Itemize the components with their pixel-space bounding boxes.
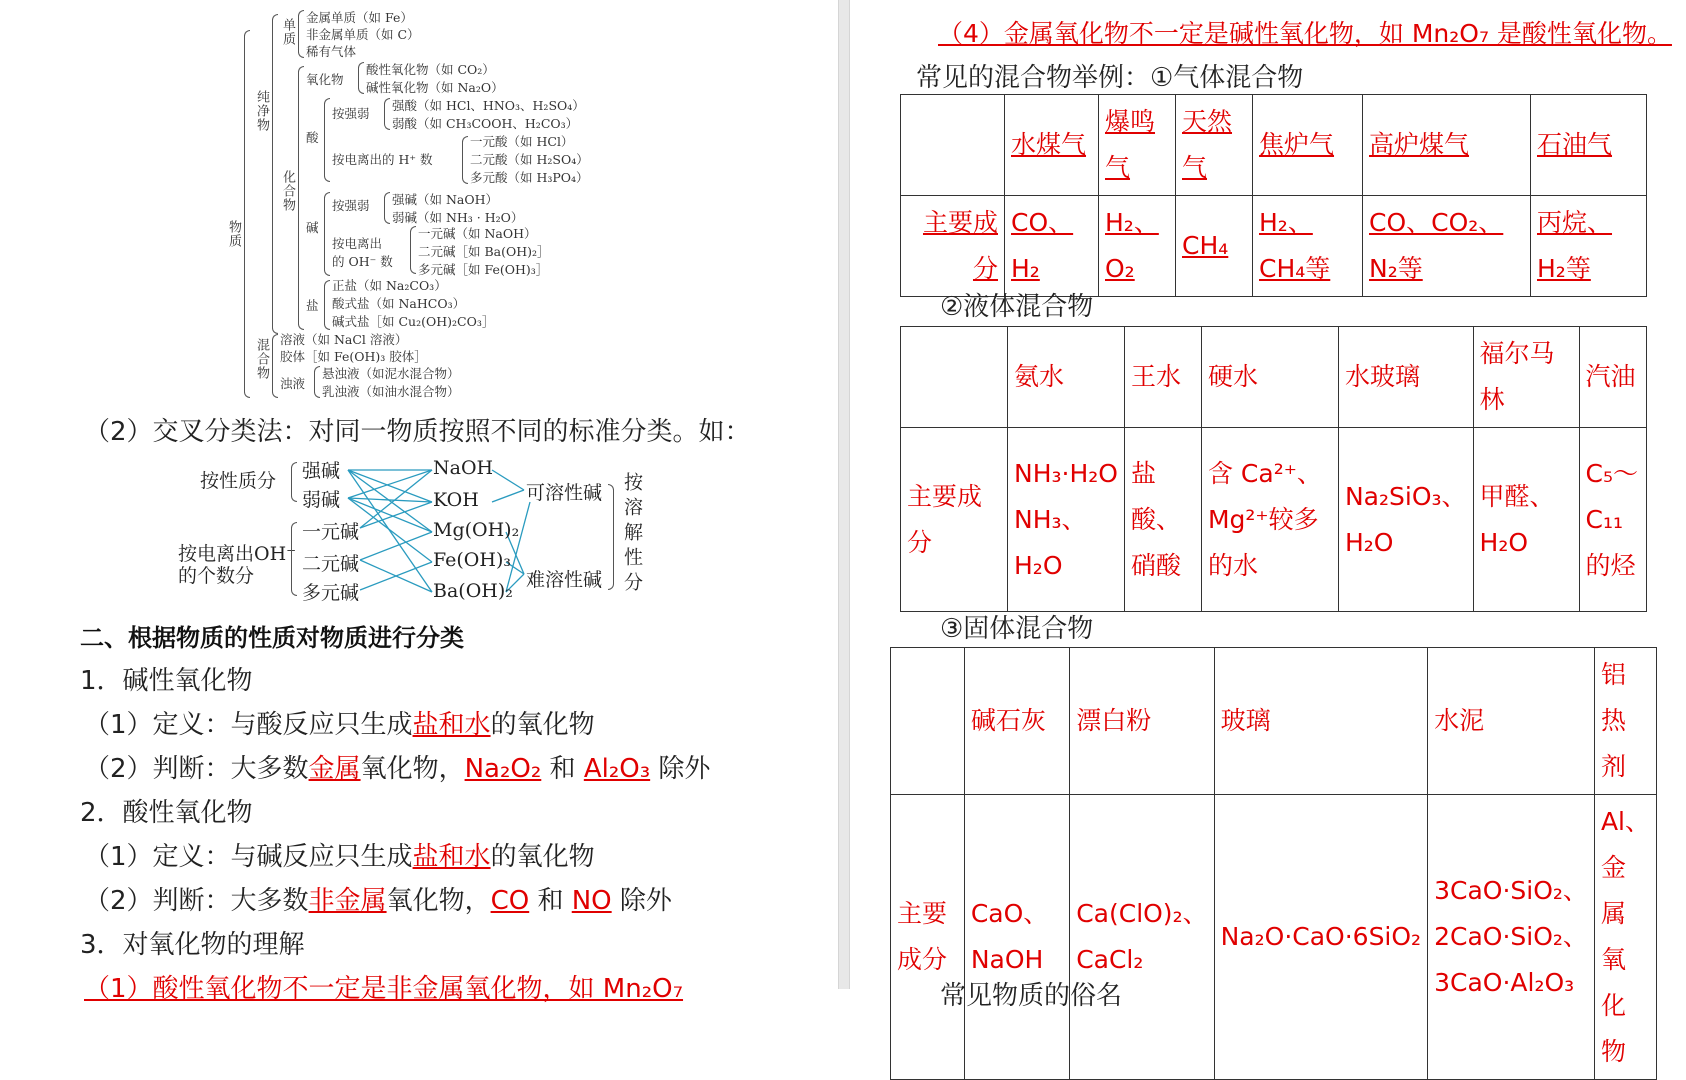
cross-lines: [0, 452, 838, 602]
compound-mgoh2: Mg(OH)₂: [433, 519, 520, 541]
tree-oxide-item: 碱性氧化物（如 Na₂O）: [366, 80, 504, 95]
table-header-cell: 天然气: [1176, 95, 1253, 196]
table-cell: H₂、CH₄等: [1253, 196, 1363, 297]
table-cell: 丙烷、H₂等: [1531, 196, 1647, 297]
liquid-mixture-table: [900, 326, 1647, 612]
tree-simple-item: 稀有气体: [306, 44, 357, 59]
tree-brace: [410, 226, 416, 274]
by-oh-label: 的个数分: [178, 565, 255, 587]
table-header-cell: 王水: [1124, 327, 1201, 428]
basic-oxide-definition: （1）定义：与酸反应只生成盐和水的氧化物: [84, 710, 595, 740]
by-solubility-label: 按溶解性分: [621, 472, 643, 597]
row-label-cell: 主要成分: [901, 196, 1005, 297]
liquid-mixture-heading: ②液体混合物: [940, 292, 1094, 322]
row-label-cell: 主要成分: [891, 795, 965, 1080]
table-cell: Na₂SiO₃、H₂O: [1338, 428, 1473, 612]
cross-brace-right: [608, 484, 614, 590]
tree-turbid-item: 乳浊液（如油水混合物）: [322, 384, 460, 399]
tree-mixture-item: 胶体［如 Fe(OH)₃ 胶体］: [280, 349, 427, 364]
table-row: [901, 196, 1647, 297]
basic-oxide-judgement: （2）判断：大多数金属氧化物，Na₂O₂ 和 Al₂O₃ 除外: [84, 754, 711, 784]
cross-classification-heading: （2）交叉分类法：对同一物质按照不同的标准分类。如：: [84, 417, 751, 447]
tree-base-by-oh: 按电离出: [332, 236, 383, 251]
tree-base-strength-item: 强碱（如 NaOH）: [392, 192, 499, 207]
insoluble-base: 难溶性碱: [526, 569, 603, 591]
table-cell: [891, 648, 965, 795]
tree-mixture-item: 溶液（如 NaCl 溶液）: [280, 332, 408, 347]
table-cell: [901, 327, 1008, 428]
table-header-cell: 碱石灰: [964, 648, 1069, 795]
tree-brace: [324, 98, 330, 182]
by-oh-label: 按电离出OH⁻: [178, 543, 297, 565]
tree-simple-item: 金属单质（如 Fe）: [306, 10, 413, 25]
table-header-cell: 玻璃: [1214, 648, 1428, 795]
tree-brace: [384, 98, 390, 130]
tree-base-oh-item: 多元碱［如 Fe(OH)₃］: [418, 262, 549, 277]
table-row: [901, 95, 1647, 196]
tree-acid-h-item: 一元酸（如 HCl）: [470, 134, 574, 149]
common-names-heading: 常见物质的俗名: [940, 981, 1123, 1011]
tree-salt-item: 碱式盐［如 Cu₂(OH)₂CO₃］: [332, 314, 495, 329]
table-header-cell: 铝热剂: [1594, 648, 1656, 795]
tree-base-oh-item: 二元碱［如 Ba(OH)₂］: [418, 244, 550, 259]
tree-base: 碱: [306, 220, 319, 235]
polybasic-label: 多元碱: [302, 582, 360, 604]
solid-mixture-table: [890, 647, 1657, 1080]
table-cell: 3CaO·SiO₂、2CaO·SiO₂、3CaO·Al₂O₃: [1428, 795, 1595, 1080]
tree-base-strength-item: 弱碱（如 NH₃ · H₂O）: [392, 210, 524, 225]
item1-heading: 1．碱性氧化物: [80, 666, 253, 696]
strong-base: 强碱: [302, 460, 341, 482]
table-header-cell: 爆鸣气: [1099, 95, 1176, 196]
tree-root: 物质: [226, 220, 241, 248]
tree-brace: [298, 10, 304, 58]
by-property-label: 按性质分: [200, 470, 277, 492]
tree-brace: [314, 366, 320, 398]
compound-koh: KOH: [433, 489, 479, 511]
tree-compound: 化合物: [280, 170, 295, 212]
table-cell: H₂、O₂: [1099, 196, 1176, 297]
tree-salt: 盐: [306, 298, 319, 313]
table-header-cell: 汽油: [1579, 327, 1646, 428]
table-cell: CO、CO₂、N₂等: [1363, 196, 1531, 297]
soluble-base: 可溶性碱: [526, 482, 603, 504]
table-header-cell: 漂白粉: [1070, 648, 1214, 795]
tree-oxide: 氧化物: [306, 72, 344, 87]
table-cell: Ca(ClO)₂、CaCl₂: [1070, 795, 1214, 1080]
left-page: [0, 0, 838, 1004]
tree-acid-by-strength: 按强弱: [332, 106, 370, 121]
gas-mixture-table: [900, 94, 1647, 297]
weak-base: 弱碱: [302, 489, 341, 511]
tree-salt-item: 正盐（如 Na₂CO₃）: [332, 278, 447, 293]
table-header-cell: 福尔马林: [1473, 327, 1579, 428]
table-row: [901, 428, 1647, 612]
table-row: [891, 648, 1657, 795]
tree-acid-strength-item: 强酸（如 HCl、HNO₃、H₂SO₄）: [392, 98, 585, 113]
table-header-cell: 高炉煤气: [1363, 95, 1531, 196]
tree-simple: 单质: [280, 18, 295, 46]
table-header-cell: 石油气: [1531, 95, 1647, 196]
tree-acid-h-item: 多元酸（如 H₃PO₄）: [470, 170, 589, 185]
tree-acid: 酸: [306, 130, 319, 145]
tree-acid-h-item: 二元酸（如 H₂SO₄）: [470, 152, 589, 167]
table-header-cell: 焦炉气: [1253, 95, 1363, 196]
dibasic-label: 二元碱: [302, 553, 360, 575]
acidic-oxide-definition: （1）定义：与碱反应只生成盐和水的氧化物: [84, 842, 595, 872]
tree-acid-strength-item: 弱酸（如 CH₃COOH、H₂CO₃）: [392, 116, 579, 131]
table-header-cell: 水玻璃: [1338, 327, 1473, 428]
tree-simple-item: 非金属单质（如 C）: [306, 27, 420, 42]
tree-brace: [244, 30, 250, 398]
table-header-cell: 水煤气: [1005, 95, 1099, 196]
solid-mixture-heading: ③固体混合物: [940, 614, 1094, 644]
table-row: [901, 327, 1647, 428]
acidic-oxide-judgement: （2）判断：大多数非金属氧化物，CO 和 NO 除外: [84, 886, 672, 916]
compound-feoh3: Fe(OH)₃: [433, 549, 511, 571]
tree-mixture: 混合物: [254, 338, 269, 380]
page-divider[interactable]: [838, 0, 850, 989]
table-cell: 含 Ca²⁺、Mg²⁺较多的水: [1201, 428, 1338, 612]
table-cell: CO、H₂: [1005, 196, 1099, 297]
tree-pure: 纯净物: [254, 90, 269, 132]
table-cell: C₅～C₁₁的烃: [1579, 428, 1646, 612]
cross-brace: [291, 522, 297, 596]
tree-acid-by-h: 按电离出的 H⁺ 数: [332, 152, 433, 167]
tree-brace: [272, 334, 278, 398]
table-cell: NH₃·H₂O NH₃、H₂O: [1008, 428, 1125, 612]
mixture-examples-heading: 常见的混合物举例：①气体混合物: [916, 63, 1304, 93]
table-header-cell: 氨水: [1008, 327, 1125, 428]
tree-oxide-item: 酸性氧化物（如 CO₂）: [366, 62, 495, 77]
table-cell: Na₂O·CaO·6SiO₂: [1214, 795, 1428, 1080]
compound-baoh2: Ba(OH)₂: [433, 580, 513, 602]
table-row: [891, 795, 1657, 1080]
row-label-cell: 主要成分: [901, 428, 1008, 612]
tree-brace: [324, 192, 330, 276]
right-page: [850, 0, 1686, 1066]
table-header-cell: 硬水: [1201, 327, 1338, 428]
table-cell: [901, 95, 1005, 196]
tree-brace: [462, 136, 468, 184]
table-header-cell: 水泥: [1428, 648, 1595, 795]
tree-salt-item: 酸式盐（如 NaHCO₃）: [332, 296, 466, 311]
tree-brace: [298, 66, 304, 330]
monobasic-label: 一元碱: [302, 521, 360, 543]
tree-brace: [324, 280, 330, 330]
table-cell: CaO、NaOH: [964, 795, 1069, 1080]
table-cell: CH₄: [1176, 196, 1253, 297]
section-2-heading: 二、根据物质的性质对物质进行分类: [80, 624, 464, 652]
table-cell: 甲醛、H₂O: [1473, 428, 1579, 612]
cross-brace: [291, 462, 297, 502]
oxide-note-1: （1）酸性氧化物不一定是非金属氧化物，如 Mn₂O₇: [84, 974, 684, 1004]
item2-heading: 2．酸性氧化物: [80, 798, 253, 828]
tree-turbid: 浊液: [280, 376, 306, 391]
tree-base-by-strength: 按强弱: [332, 198, 370, 213]
table-cell: Al、金属氧化物: [1594, 795, 1656, 1080]
tree-base-by-oh: 的 OH⁻ 数: [332, 254, 393, 269]
compound-naoh: NaOH: [433, 457, 494, 479]
oxide-note-4: （4）金属氧化物不一定是碱性氧化物，如 Mn₂O₇ 是酸性氧化物。: [938, 19, 1672, 48]
tree-turbid-item: 悬浊液（如泥水混合物）: [322, 366, 460, 381]
table-cell: 盐酸、硝酸: [1124, 428, 1201, 612]
tree-brace: [384, 192, 390, 224]
tree-base-oh-item: 一元碱（如 NaOH）: [418, 226, 537, 241]
tree-brace: [358, 62, 364, 94]
item3-heading: 3．对氧化物的理解: [80, 930, 305, 960]
